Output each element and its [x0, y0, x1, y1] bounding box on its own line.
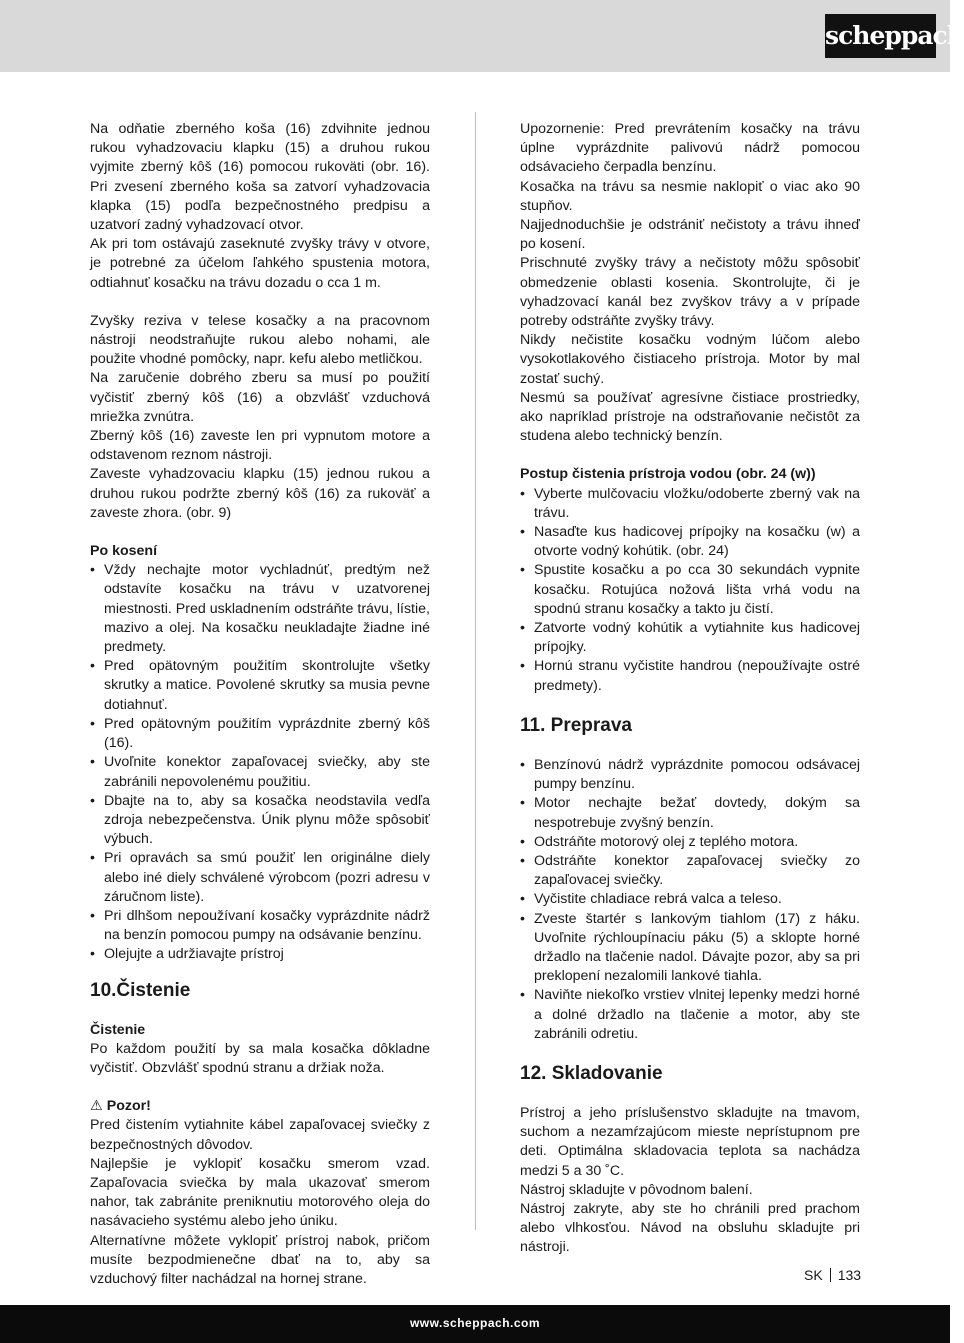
page-number-separator: [830, 1268, 831, 1282]
paragraph: Nástroj zakryte, aby ste ho chránili pred prachom alebo vlhkosťou. Návod na obsluhu skladujte pri nástroji.: [520, 1200, 860, 1256]
paragraph: Pred čistením vytiahnite kábel zapaľovacej sviečky z bezpečnostných dôvodov.: [90, 1117, 430, 1153]
list-item: • Olejujte a udržiavajte prístroj: [90, 945, 430, 964]
warning-icon: ⚠: [90, 1098, 103, 1115]
list-item: • Zveste štartér s lankovým tiahlom (17) z háku. Uvoľnite rýchloupínaciu páku (5) a sklopte horné držadlo na tlačenie nadol. Dávajte pozor, aby sa pri preklopení nezalomili lankové tiahla.: [520, 910, 860, 987]
list-item: • Spustite kosačku a po cca 30 sekundách vypnite kosačku. Rotujúca nožová lišta vrhá vodu na spodnú stranu kosačky a takto ju čistí.: [520, 561, 860, 619]
list-item: • Motor nechajte bežať dovtedy, dokým sa nespotrebuje zvyšný benzín.: [520, 794, 860, 832]
left-column: [90, 120, 430, 1289]
list-item: • Vždy nechajte motor vychladnúť, predtým než odstavíte kosačku na trávu v uzatvorenej miestnosti. Pred uskladnením odstráňte trávu, lístie, mazivo a olej. Na kosačku neukladajte žiadne iné predmety.: [90, 561, 430, 657]
paragraph: Kosačka na trávu sa nesmie naklopiť o viac ako 90 stupňov.: [520, 178, 860, 214]
list-item: • Vyberte mulčovaciu vložku/odoberte zberný vak na trávu.: [520, 485, 860, 523]
list-item: • Uvoľnite konektor zapaľovacej sviečky, aby ste zabránili nepovolenému použitiu.: [90, 753, 430, 791]
list-item: • Nasaďte kus hadicovej prípojky na kosačku (w) a otvorte vodný kohútik. (obr. 24): [520, 523, 860, 561]
paragraph: Nikdy nečistite kosačku vodným lúčom alebo vysokotlakového čistiaceho prístroja. Motor by mal zostať suchý.: [520, 332, 860, 387]
water-cleaning-list: [520, 485, 860, 696]
paragraph: Najlepšie je vyklopiť kosačku smerom vzad. Zapaľovacia sviečka by mala ukazovať smerom nahor, tak zabránite preniknutiu motorového oleja do nasávacieho systému alebo jeho úniku.: [90, 1155, 430, 1230]
list-item: • Odstráňte motorový olej z teplého motora.: [520, 833, 860, 852]
paragraph: Zvyšky reziva v telese kosačky a na pracovnom nástroji neodstraňujte rukou alebo nohami, ale použite vhodné pomôcky, napr. kefu alebo metličkou.: [90, 312, 430, 368]
transport-list: [520, 756, 860, 1044]
list-item: • Odstráňte konektor zapaľovacej sviečky zo zapaľovacej sviečky.: [520, 852, 860, 890]
list-item: • Benzínovú nádrž vyprázdnite pomocou odsávacej pumpy benzínu.: [520, 756, 860, 794]
footer-url: www.scheppach.com: [409, 1316, 541, 1330]
paragraph: Na odňatie zberného koša (16) zdvihnite jednou rukou vyhadzovaciu klapku (15) a druhou rukou vyjmite zberný kôš (16) pomocou rukoväti (obr. 16). Pri zvesení zberného koša sa zatvorí vyhadzovacia klapka (15) podľa bezpečnostného predpisu a uzatvorí zadný vyhadzovací otvor.: [90, 121, 430, 234]
language-code: SK: [804, 1267, 823, 1283]
paragraph: Prístroj a jeho príslušenstvo skladujte na tmavom, suchom a nezamŕzajúcom mieste neprístupnom pre deti. Optimálna skladovacia teplota sa nachádza medzi 5 a 30 ˚C.: [520, 1104, 860, 1179]
list-item: • Naviňte niekoľko vrstiev vlnitej lepenky medzi horné a dolné držadlo na tlačenie a motor, aby ste zabránili odretiu.: [520, 986, 860, 1044]
paragraph: Nesmú sa používať agresívne čistiace prostriedky, ako napríklad prístroje na odstraňovanie nečistôt za studena alebo technický benzín.: [520, 389, 860, 445]
page-number-value: 133: [837, 1267, 862, 1283]
right-column: [520, 120, 860, 1258]
subheading-water-cleaning: Postup čistenia prístroja vodou (obr. 24 (w)): [520, 466, 816, 483]
brand-logo: scheppach: [825, 14, 936, 58]
footer-band: [0, 1305, 950, 1343]
column-divider: [475, 112, 476, 1230]
paragraph: Alternatívne môžete vyklopiť prístroj nabok, pričom musíte bezpodmienečne dbať na to, aby sa vzduchový filter nachádzal na hornej strane.: [90, 1232, 430, 1287]
list-item: • Vyčistite chladiace rebrá valca a teleso.: [520, 890, 860, 909]
section-heading-transport: 11. Preprava: [520, 714, 632, 736]
page-header-band: [0, 0, 964, 72]
after-mowing-list: [90, 561, 430, 964]
paragraph: Upozornenie: Pred prevrátením kosačky na trávu úplne vyprázdnite palivovú nádrž pomocou odsávacieho čerpadla benzínu.: [520, 121, 860, 176]
paragraph: Zberný kôš (16) zaveste len pri vypnutom motore a odstavenom reznom nástroji.: [90, 428, 430, 464]
section-heading-cleaning: 10.Čistenie: [90, 979, 191, 1001]
list-item: • Pri opravách sa smú použiť len originálne diely alebo iné diely schválené výrobcom (pozri adresu v záručnom liste).: [90, 849, 430, 907]
subheading-cleaning: Čistenie: [90, 1021, 146, 1038]
paragraph: Prischnuté zvyšky trávy a nečistoty môžu spôsobiť obmedzenie oblasti kosenia. Skontrolujte, či je vyhadzovací kanál bez zvyškov trávy a v prípade potreby odstráňte zvyšky trávy.: [520, 255, 860, 330]
list-item: • Pri dlhšom nepoužívaní kosačky vyprázdnite nádrž na benzín pomocou pumpy na odsávanie benzínu.: [90, 907, 430, 945]
list-item: • Pred opätovným použitím skontrolujte všetky skrutky a matice. Povolené skrutky sa musia pevne dotiahnuť.: [90, 657, 430, 715]
paragraph: Na zaručenie dobrého zberu sa musí po použití vyčistiť zberný kôš (16) a obzvlášť vzduchová mriežka zvnútra.: [90, 370, 430, 425]
warning-title: Pozor!: [106, 1098, 151, 1115]
list-item: • Dbajte na to, aby sa kosačka neodstavila vedľa zdroja nebezpečenstva. Únik plynu môže spôsobiť výbuch.: [90, 792, 430, 850]
paragraph: Najjednoduchšie je odstrániť nečistoty a trávu ihneď po kosení.: [520, 217, 860, 253]
list-item: • Zatvorte vodný kohútik a vytiahnite kus hadicovej prípojky.: [520, 619, 860, 657]
list-item: • Pred opätovným použitím vyprázdnite zberný kôš (16).: [90, 715, 430, 753]
page-number: [804, 1266, 861, 1284]
paragraph: Po každom použití by sa mala kosačka dôkladne vyčistiť. Obzvlášť spodnú stranu a držiak noža.: [90, 1040, 430, 1076]
paragraph: Nástroj skladujte v pôvodnom balení.: [520, 1181, 753, 1198]
warning-heading: [90, 1097, 430, 1116]
list-item: • Hornú stranu vyčistite handrou (nepoužívajte ostré predmety).: [520, 657, 860, 695]
paragraph: Ak pri tom ostávajú zaseknuté zvyšky trávy v otvore, je potrebné za účelom ľahkého spustenia motora, odtiahnuť kosačku na trávu dozadu o cca 1 m.: [90, 236, 430, 291]
paragraph: Zaveste vyhadzovaciu klapku (15) jednou rukou a druhou rukou podržte zberný kôš (16) za rukoväť a zaveste zhora. (obr. 9): [90, 466, 430, 521]
section-heading-storage: 12. Skladovanie: [520, 1062, 663, 1084]
subheading-after-mowing: Po kosení: [90, 543, 158, 560]
